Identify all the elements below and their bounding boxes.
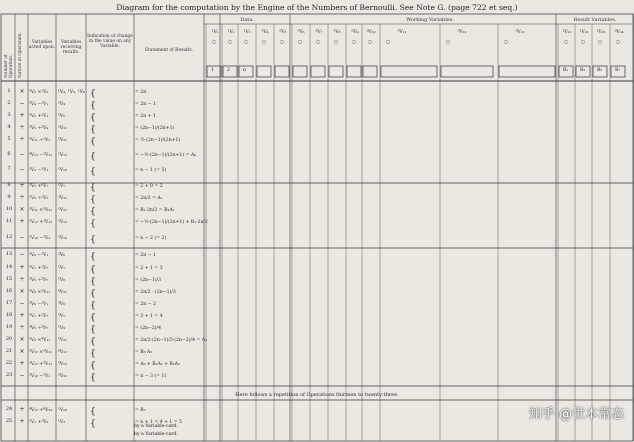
row-change-brace-9: { bbox=[90, 195, 96, 205]
row-n-22: 22 bbox=[5, 360, 13, 366]
row-acted-22: ²V₁₂ +²V₁₃ bbox=[29, 362, 52, 367]
row-acted-11: ¹V₁₂ +¹V₁₃ bbox=[29, 220, 52, 225]
header-indication-change: Indication of change in the value on any Variable. bbox=[87, 34, 133, 49]
variable-header-15: ¹V₂₃ bbox=[596, 30, 606, 35]
row-op-1: × bbox=[19, 88, 25, 95]
watermark: 知乎 @世本常态 bbox=[528, 407, 624, 422]
row-change-brace-8: { bbox=[90, 183, 96, 193]
row-acted-1: ¹V₂ ×¹V₃ bbox=[29, 90, 49, 95]
row-receiving-21: ⁰V₁₂ bbox=[58, 350, 67, 355]
variable-box-value-13: B₁ bbox=[563, 68, 569, 73]
variable-header-8: ⁰V₉ bbox=[351, 30, 359, 35]
row-op-12: − bbox=[19, 234, 25, 241]
row-n-4: 4 bbox=[7, 124, 11, 130]
row-op-3: + bbox=[19, 112, 25, 119]
row-change-brace-12: { bbox=[90, 235, 96, 245]
variable-digits-1: ○ bbox=[228, 40, 233, 45]
row-change-brace-22: { bbox=[90, 361, 96, 371]
variable-header-2: ¹V₃ bbox=[243, 30, 251, 35]
row-statement-2: = 2n − 1 bbox=[135, 102, 156, 107]
row-change-brace-20: { bbox=[90, 337, 96, 347]
variable-header-4: ⁰V₅ bbox=[279, 30, 287, 35]
row-change-brace-15: { bbox=[90, 277, 96, 287]
header-variables-receiving: Variables receiving results. bbox=[60, 40, 82, 55]
row-change-brace-7: { bbox=[90, 167, 96, 177]
row-n-15: 15 bbox=[5, 276, 13, 282]
row-n-23: 23 bbox=[5, 372, 13, 378]
row-statement-23: = n − 3 (= 1) bbox=[135, 374, 167, 379]
row-receiving-22: ³V₁₃ bbox=[58, 362, 67, 367]
group-data: Data. bbox=[240, 17, 254, 23]
row-statement-24: = B₇ bbox=[135, 408, 146, 413]
row-op-24: + bbox=[19, 406, 25, 413]
variable-digits-3: ○ bbox=[262, 40, 267, 45]
row-statement-11: = −½·(2n−1)/(2n+1) + B₁·2n/2 bbox=[135, 220, 208, 225]
row-acted-6: ⁰V₁₃ −²V₁₁ bbox=[29, 153, 52, 158]
row-n-20: 20 bbox=[5, 336, 13, 342]
variable-digits-4: ○ bbox=[280, 40, 285, 45]
row-n-18: 18 bbox=[5, 312, 13, 318]
variable-digits-10: ○ bbox=[386, 40, 391, 45]
variable-digits-6: ○ bbox=[316, 40, 321, 45]
variable-header-16: ⁰V₂₄ bbox=[614, 30, 624, 35]
row-statement-13: = 2n − 1 bbox=[135, 253, 156, 258]
row-receiving-9: ³V₁₁ bbox=[58, 196, 67, 201]
row-acted-3: ¹V₅ +¹V₁ bbox=[29, 114, 49, 119]
row-receiving-11: ²V₁₃ bbox=[58, 220, 67, 225]
row-acted-7: ¹V₃ −¹V₁ bbox=[29, 168, 49, 173]
row-statement-8: = 2 + 0 = 2 bbox=[135, 184, 163, 189]
row-change-brace-10: { bbox=[90, 207, 96, 217]
row-acted-25: ¹V₁ +¹V₃ bbox=[29, 420, 49, 425]
row-change-brace-6: { bbox=[90, 152, 96, 162]
row-acted-5: ¹V₁₁ ÷¹V₂ bbox=[29, 138, 51, 143]
variable-digits-12: ○ bbox=[504, 40, 509, 45]
row-change-brace-5: { bbox=[90, 137, 96, 147]
row-op-25: + bbox=[19, 418, 25, 425]
row-op-15: ÷ bbox=[19, 276, 25, 283]
row-acted-12: ¹V₁₀ −¹V₁ bbox=[29, 236, 51, 241]
variable-header-5: ⁰V₆ bbox=[297, 30, 305, 35]
row-op-10: × bbox=[19, 206, 25, 213]
row-receiving-17: ³V₆ bbox=[58, 302, 66, 307]
variable-header-10: ⁰V₁₁ bbox=[397, 30, 407, 35]
variable-box-value-0: 1 bbox=[211, 68, 214, 73]
row-receiving-8: ¹V₇ bbox=[58, 184, 66, 189]
row-acted-14: ¹V₁ +¹V₇ bbox=[29, 266, 49, 271]
variable-header-13: ¹V₂₁ bbox=[562, 30, 572, 35]
variable-header-14: ¹V₂₂ bbox=[579, 30, 589, 35]
variable-header-3: ⁰V₄ bbox=[261, 30, 269, 35]
variable-header-6: ⁰V₇ bbox=[315, 30, 323, 35]
row-acted-2: ¹V₄ −¹V₁ bbox=[29, 102, 49, 107]
row-acted-23: ²V₁₀ −¹V₁ bbox=[29, 374, 51, 379]
row-receiving-13: ²V₆ bbox=[58, 253, 66, 258]
row-op-17: − bbox=[19, 300, 25, 307]
row-op-21: × bbox=[19, 348, 25, 355]
row-change-brace-19: { bbox=[90, 325, 96, 335]
row-n-19: 19 bbox=[5, 324, 13, 330]
row-acted-16: ¹V₈ ×³V₁₁ bbox=[29, 290, 51, 295]
variable-digits-14: ○ bbox=[581, 40, 586, 45]
row-n-16: 16 bbox=[5, 288, 13, 294]
row-change-brace-4: { bbox=[90, 125, 96, 135]
header-statement: Statement of Results. bbox=[145, 48, 193, 53]
row-change-brace-18: { bbox=[90, 313, 96, 323]
variable-box-value-16: B₇ bbox=[615, 68, 621, 73]
row-statement-3: = 2n + 1 bbox=[135, 114, 156, 119]
row-change-brace-23: { bbox=[90, 373, 96, 383]
row-receiving-3: ²V₅ bbox=[58, 114, 66, 119]
row-n-5: 5 bbox=[7, 136, 11, 142]
row-receiving-16: ⁴V₁₁ bbox=[58, 290, 67, 295]
row-n-14: 14 bbox=[5, 264, 13, 270]
row-acted-10: ¹V₂₁ ×³V₁₁ bbox=[29, 208, 52, 213]
row-op-9: ÷ bbox=[19, 194, 25, 201]
row-op-16: × bbox=[19, 288, 25, 295]
row-statement-21: = B₃·A₃ bbox=[135, 350, 153, 355]
row-statement-6: = −½·(2n−1)/(2n+1) = A₀ bbox=[135, 153, 197, 158]
row-acted-21: ¹V₂₂ ×⁵V₁₁ bbox=[29, 350, 52, 355]
row-acted-19: ³V₆ ÷³V₇ bbox=[29, 326, 49, 331]
card-note-2: by a Variable-card. bbox=[134, 432, 178, 437]
row-n-11: 11 bbox=[5, 218, 13, 224]
row-op-14: + bbox=[19, 264, 25, 271]
variable-digits-16: ○ bbox=[616, 40, 621, 45]
row-acted-8: ¹V₂ +⁰V₇ bbox=[29, 184, 49, 189]
row-op-19: ÷ bbox=[19, 324, 25, 331]
variable-digits-15: ○ bbox=[598, 40, 603, 45]
row-receiving-10: ¹V₁₂ bbox=[58, 208, 67, 213]
row-statement-16: = 2n/2 · (2n−1)/3 bbox=[135, 290, 176, 295]
row-n-6: 6 bbox=[7, 151, 11, 157]
row-n-7: 7 bbox=[7, 166, 11, 172]
row-statement-10: = B₁·2n/2 = B₁A₁ bbox=[135, 208, 175, 213]
row-statement-14: = 2 + 1 = 3 bbox=[135, 266, 163, 271]
row-receiving-18: ³V₇ bbox=[58, 314, 66, 319]
row-n-10: 10 bbox=[5, 206, 13, 212]
row-statement-18: = 3 + 1 = 4 bbox=[135, 314, 163, 319]
diagram-title: Diagram for the computation by the Engine of the Numbers of Bernoulli. See Note G. (page 722 et seq.) bbox=[116, 3, 518, 12]
row-receiving-5: ²V₁₁ bbox=[58, 138, 67, 143]
row-op-22: + bbox=[19, 360, 25, 367]
row-op-11: + bbox=[19, 218, 25, 225]
variable-digits-5: ○ bbox=[298, 40, 303, 45]
variable-digits-11: ○ bbox=[446, 40, 451, 45]
variable-digits-8: ○ bbox=[352, 40, 357, 45]
group-working: Working Variables. bbox=[406, 17, 454, 23]
row-statement-17: = 2n − 2 bbox=[135, 302, 156, 307]
group-result: Result Variables. bbox=[573, 17, 617, 23]
variable-box-value-1: 2 bbox=[227, 68, 230, 73]
variable-header-1: ¹V₂ bbox=[227, 30, 235, 35]
row-statement-1: = 2n bbox=[135, 90, 147, 95]
row-n-21: 21 bbox=[5, 348, 13, 354]
variable-digits-9: ○ bbox=[368, 40, 373, 45]
row-n-8: 8 bbox=[7, 182, 11, 188]
row-statement-22: = A₀ + B₁A₁ + B₃A₃ bbox=[135, 362, 180, 367]
row-acted-9: ¹V₆ ÷¹V₇ bbox=[29, 196, 49, 201]
row-acted-24: ⁴V₁₃ +⁰V₂₄ bbox=[29, 408, 52, 413]
row-receiving-7: ¹V₁₀ bbox=[58, 168, 67, 173]
row-change-brace-13: { bbox=[90, 252, 96, 262]
row-acted-18: ¹V₁ +²V₇ bbox=[29, 314, 49, 319]
row-receiving-1: ¹V₄, ¹V₅, ¹V₆ bbox=[58, 90, 85, 95]
row-change-brace-3: { bbox=[90, 113, 96, 123]
row-change-brace-11: { bbox=[90, 219, 96, 229]
variable-header-9: ⁰V₁₀ bbox=[366, 30, 376, 35]
row-receiving-4: ¹V₁₁ bbox=[58, 126, 67, 131]
row-acted-20: ¹V₉ ×⁴V₁₁ bbox=[29, 338, 51, 343]
row-op-5: ÷ bbox=[19, 136, 25, 143]
row-receiving-2: ²V₄ bbox=[58, 102, 66, 107]
row-op-2: − bbox=[19, 100, 25, 107]
row-n-1: 1 bbox=[7, 88, 11, 94]
row-op-4: ÷ bbox=[19, 124, 25, 131]
variable-box-value-15: B₅ bbox=[597, 68, 603, 73]
variable-digits-2: ○ bbox=[244, 40, 249, 45]
row-statement-20: = 2n/2·(2n−1)/3·(2n−2)/4 = A₃ bbox=[135, 338, 207, 343]
variable-header-0: ¹V₁ bbox=[211, 30, 219, 35]
row-n-24: 24 bbox=[5, 406, 13, 412]
variable-box-value-2: n bbox=[243, 68, 246, 73]
variable-header-7: ⁰V₈ bbox=[333, 30, 341, 35]
row-n-13: 13 bbox=[5, 251, 13, 257]
variable-header-12: ⁰V₁₃ bbox=[515, 30, 525, 35]
variable-digits-7: ○ bbox=[334, 40, 339, 45]
row-change-brace-14: { bbox=[90, 265, 96, 275]
row-receiving-12: ²V₁₀ bbox=[58, 236, 67, 241]
row-acted-4: ²V₅ ÷²V₄ bbox=[29, 126, 49, 131]
row-n-9: 9 bbox=[7, 194, 11, 200]
row-change-brace-17: { bbox=[90, 301, 96, 311]
row-op-13: − bbox=[19, 251, 25, 258]
row-change-brace-2: { bbox=[90, 101, 96, 111]
header-number-of-operation: Number of Operation. bbox=[4, 54, 14, 78]
row-n-12: 12 bbox=[5, 234, 13, 240]
row-acted-17: ²V₆ −¹V₁ bbox=[29, 302, 49, 307]
repetition-note: Here follows a repetition of Operations thirteen to twenty-three. bbox=[235, 392, 399, 398]
row-statement-9: = 2n/2 = A₁ bbox=[135, 196, 163, 201]
row-op-20: × bbox=[19, 336, 25, 343]
row-receiving-23: ³V₁₀ bbox=[58, 374, 67, 379]
row-statement-25: = n + 1 = 4 + 1 = 5 bbox=[135, 420, 183, 425]
row-op-6: − bbox=[19, 151, 25, 158]
variable-digits-0: ○ bbox=[212, 40, 217, 45]
row-n-25: 25 bbox=[5, 418, 13, 424]
header-nature-of-operation: Nature of Operation. bbox=[18, 32, 23, 78]
row-n-3: 3 bbox=[7, 112, 11, 118]
row-statement-19: = (2n−2)/4 bbox=[135, 326, 162, 331]
row-receiving-14: ²V₇ bbox=[58, 266, 66, 271]
row-receiving-20: ⁵V₁₁ bbox=[58, 338, 67, 343]
row-statement-15: = (2n−1)/3 bbox=[135, 278, 162, 283]
row-acted-13: ¹V₆ −¹V₁ bbox=[29, 253, 49, 258]
header-variables-acted: Variables acted upon. bbox=[28, 40, 56, 50]
row-change-brace-25: { bbox=[90, 419, 96, 429]
row-n-2: 2 bbox=[7, 100, 11, 106]
row-receiving-25: ¹V₃ bbox=[58, 420, 66, 425]
row-receiving-24: ¹V₂₄ bbox=[58, 408, 67, 413]
variable-digits-13: ○ bbox=[564, 40, 569, 45]
row-receiving-19: ¹V₉ bbox=[58, 326, 66, 331]
row-statement-12: = n − 2 (= 2) bbox=[135, 236, 167, 241]
row-statement-5: = ½·(2n−1)/(2n+1) bbox=[135, 138, 181, 143]
row-op-7: − bbox=[19, 166, 25, 173]
row-op-23: − bbox=[19, 372, 25, 379]
row-statement-4: = (2n−1)/(2n+1) bbox=[135, 126, 175, 131]
variable-box-value-14: B₃ bbox=[580, 68, 586, 73]
row-acted-15: ²V₆ ÷²V₇ bbox=[29, 278, 49, 283]
row-op-18: + bbox=[19, 312, 25, 319]
row-change-brace-21: { bbox=[90, 349, 96, 359]
row-change-brace-1: { bbox=[90, 89, 96, 99]
row-receiving-15: ¹V₈ bbox=[58, 278, 66, 283]
row-statement-7: = n − 1 (= 3) bbox=[135, 168, 167, 173]
row-change-brace-16: { bbox=[90, 289, 96, 299]
row-receiving-6: ¹V₁₃ bbox=[58, 153, 67, 158]
row-change-brace-24: { bbox=[90, 407, 96, 417]
card-note-1: by a Variable-card. bbox=[134, 424, 178, 429]
variable-header-11: ⁰V₁₂ bbox=[457, 30, 467, 35]
row-op-8: + bbox=[19, 182, 25, 189]
row-n-17: 17 bbox=[5, 300, 13, 306]
